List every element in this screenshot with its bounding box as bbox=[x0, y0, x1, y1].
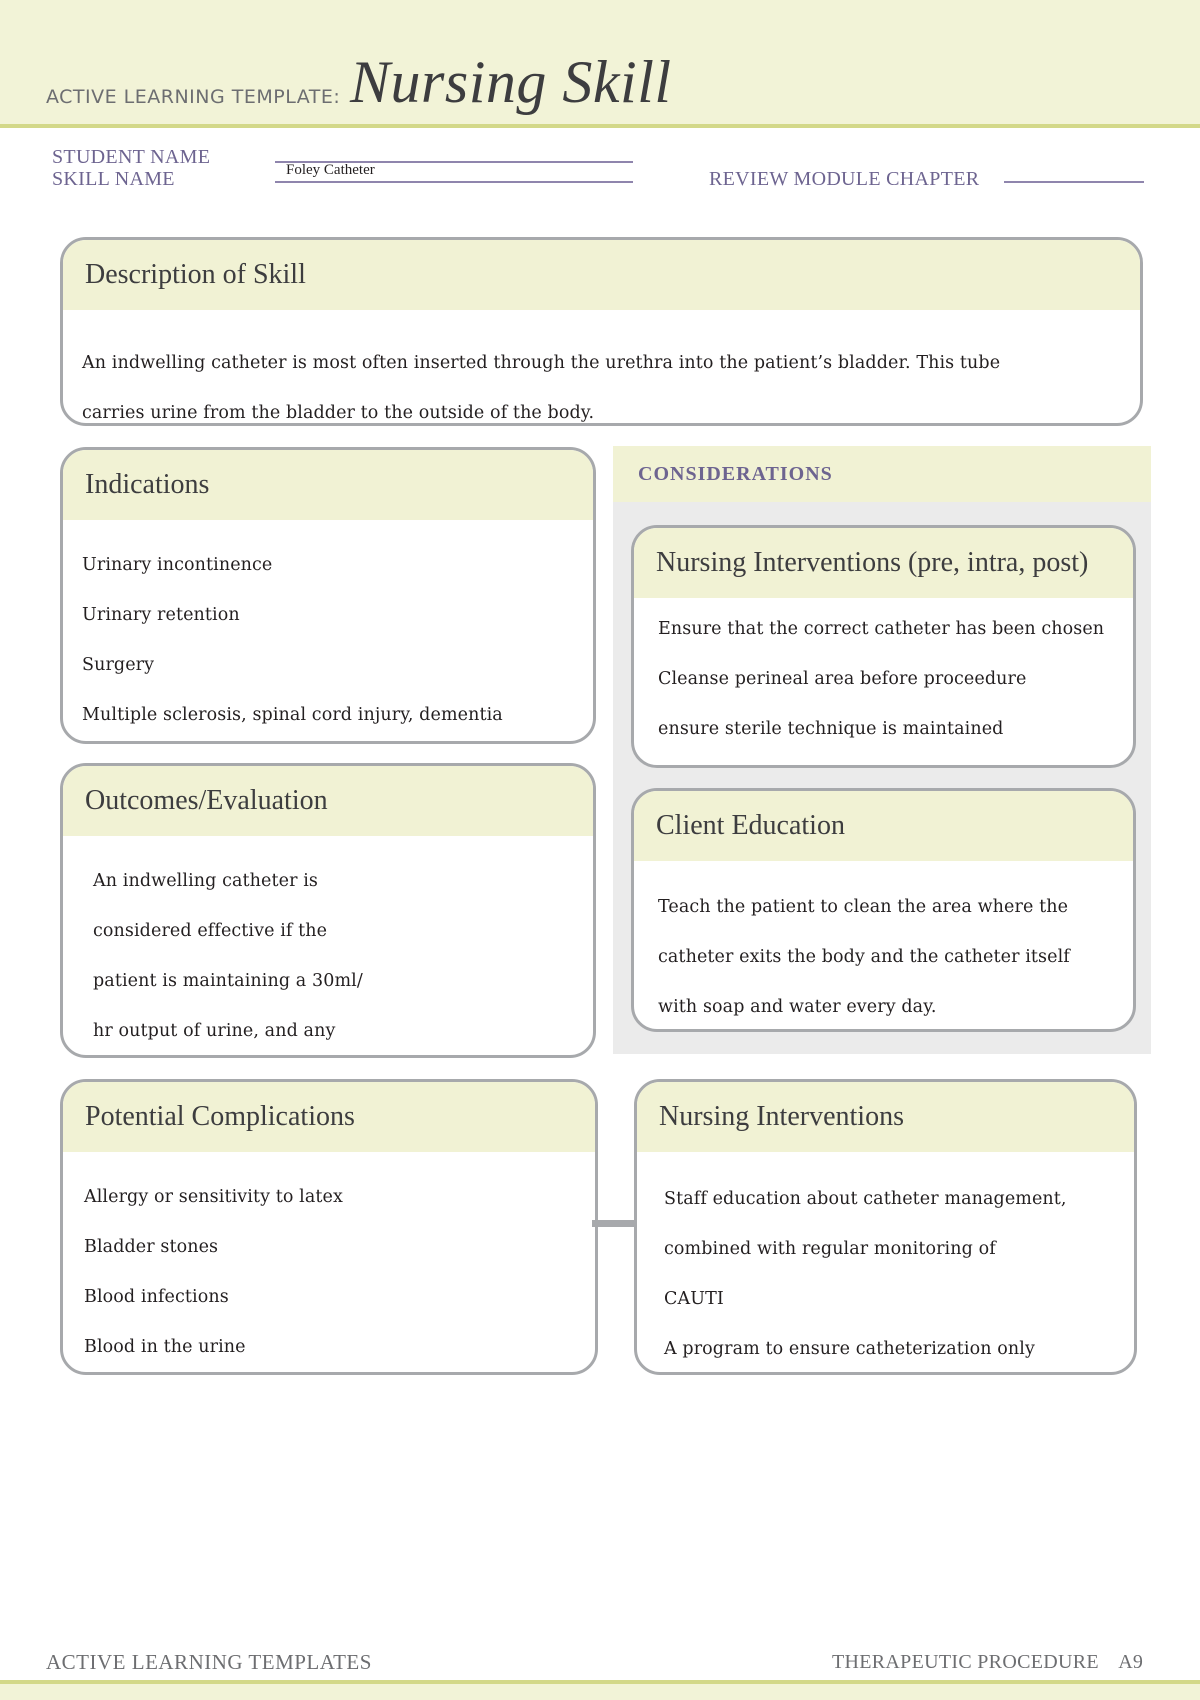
list-item: ensure sterile technique is maintained bbox=[658, 719, 1004, 739]
list-item: Bladder stones bbox=[84, 1237, 219, 1257]
list-item: catheter exits the body and the catheter itself bbox=[658, 947, 1070, 967]
skill-name-line bbox=[275, 181, 633, 183]
list-item bbox=[658, 767, 1133, 768]
box-connector bbox=[592, 1220, 634, 1227]
outcomes-line: patient is maintaining a 30ml/ bbox=[93, 971, 363, 991]
complications-heading: Potential Complications bbox=[63, 1082, 595, 1152]
complications-list bbox=[63, 1152, 595, 1375]
nursing-interventions-heading: Nursing Interventions bbox=[637, 1082, 1134, 1152]
list-item: Blood infections bbox=[84, 1287, 229, 1307]
footer-band bbox=[0, 1680, 1200, 1700]
list-item: with soap and water every day. bbox=[658, 997, 937, 1017]
skill-name-label: SKILL NAME bbox=[52, 168, 175, 190]
outcomes-heading: Outcomes/Evaluation bbox=[63, 766, 593, 836]
list-item: CAUTI bbox=[664, 1289, 724, 1309]
description-text bbox=[63, 310, 1140, 426]
indications-box bbox=[60, 447, 596, 744]
list-item: Cleanse perineal area before proceedure bbox=[658, 669, 1027, 689]
footer-section: THERAPEUTIC PROCEDURE bbox=[832, 1651, 1099, 1673]
outcomes-line: An indwelling catheter is bbox=[93, 871, 318, 891]
skill-name-value[interactable]: Foley Catheter bbox=[286, 162, 375, 178]
outcomes-box bbox=[60, 763, 596, 1058]
nursing-interventions-pip-box bbox=[631, 525, 1136, 768]
indications-list bbox=[63, 520, 593, 744]
list-item: A program to ensure catheterization only bbox=[664, 1339, 1035, 1359]
description-line: carries urine from the bladder to the outside of the body. bbox=[82, 403, 595, 423]
outcomes-text bbox=[63, 836, 593, 1058]
template-label: ACTIVE LEARNING TEMPLATE: bbox=[46, 86, 341, 108]
page-title: Nursing Skill bbox=[350, 49, 672, 115]
review-module-label: REVIEW MODULE CHAPTER bbox=[709, 168, 980, 190]
review-module-line bbox=[1004, 181, 1144, 183]
student-name-label: STUDENT NAME bbox=[52, 146, 211, 168]
list-item: Surgery bbox=[82, 655, 155, 675]
client-education-box bbox=[631, 788, 1136, 1032]
list-item: Ensure that the correct catheter has been chosen bbox=[658, 619, 1105, 639]
list-item: Multiple sclerosis, spinal cord injury, dementia bbox=[82, 705, 503, 725]
footer-right bbox=[832, 1651, 1143, 1674]
footer-left: ACTIVE LEARNING TEMPLATES bbox=[46, 1650, 372, 1674]
considerations-heading: CONSIDERATIONS bbox=[613, 446, 1151, 502]
nursing-interventions-list bbox=[637, 1152, 1134, 1375]
description-line: An indwelling catheter is most often inserted through the urethra into the patient’s bladder. This tube bbox=[82, 353, 1001, 373]
indications-heading: Indications bbox=[63, 450, 593, 520]
description-box bbox=[60, 237, 1143, 426]
description-heading: Description of Skill bbox=[63, 240, 1140, 310]
outcomes-line: considered effective if the bbox=[93, 921, 328, 941]
nursing-interventions-pip-list bbox=[634, 592, 1133, 768]
client-education-list bbox=[634, 861, 1133, 1032]
outcomes-line: hr output of urine, and any bbox=[93, 1021, 336, 1041]
list-item: Blood in the urine bbox=[84, 1337, 246, 1357]
list-item: Urinary incontinence bbox=[82, 555, 273, 575]
page-number: A9 bbox=[1118, 1651, 1144, 1673]
complications-box bbox=[60, 1079, 598, 1375]
list-item: Teach the patient to clean the area where the bbox=[658, 897, 1069, 917]
list-item: Allergy or sensitivity to latex bbox=[84, 1187, 343, 1207]
nursing-interventions-box bbox=[634, 1079, 1137, 1375]
nursing-interventions-pip-heading: Nursing Interventions (pre, intra, post) bbox=[634, 528, 1133, 598]
client-education-heading: Client Education bbox=[634, 791, 1133, 861]
list-item: Staff education about catheter management, bbox=[664, 1189, 1067, 1209]
list-item: Urinary retention bbox=[82, 605, 240, 625]
list-item: combined with regular monitoring of bbox=[664, 1239, 996, 1259]
